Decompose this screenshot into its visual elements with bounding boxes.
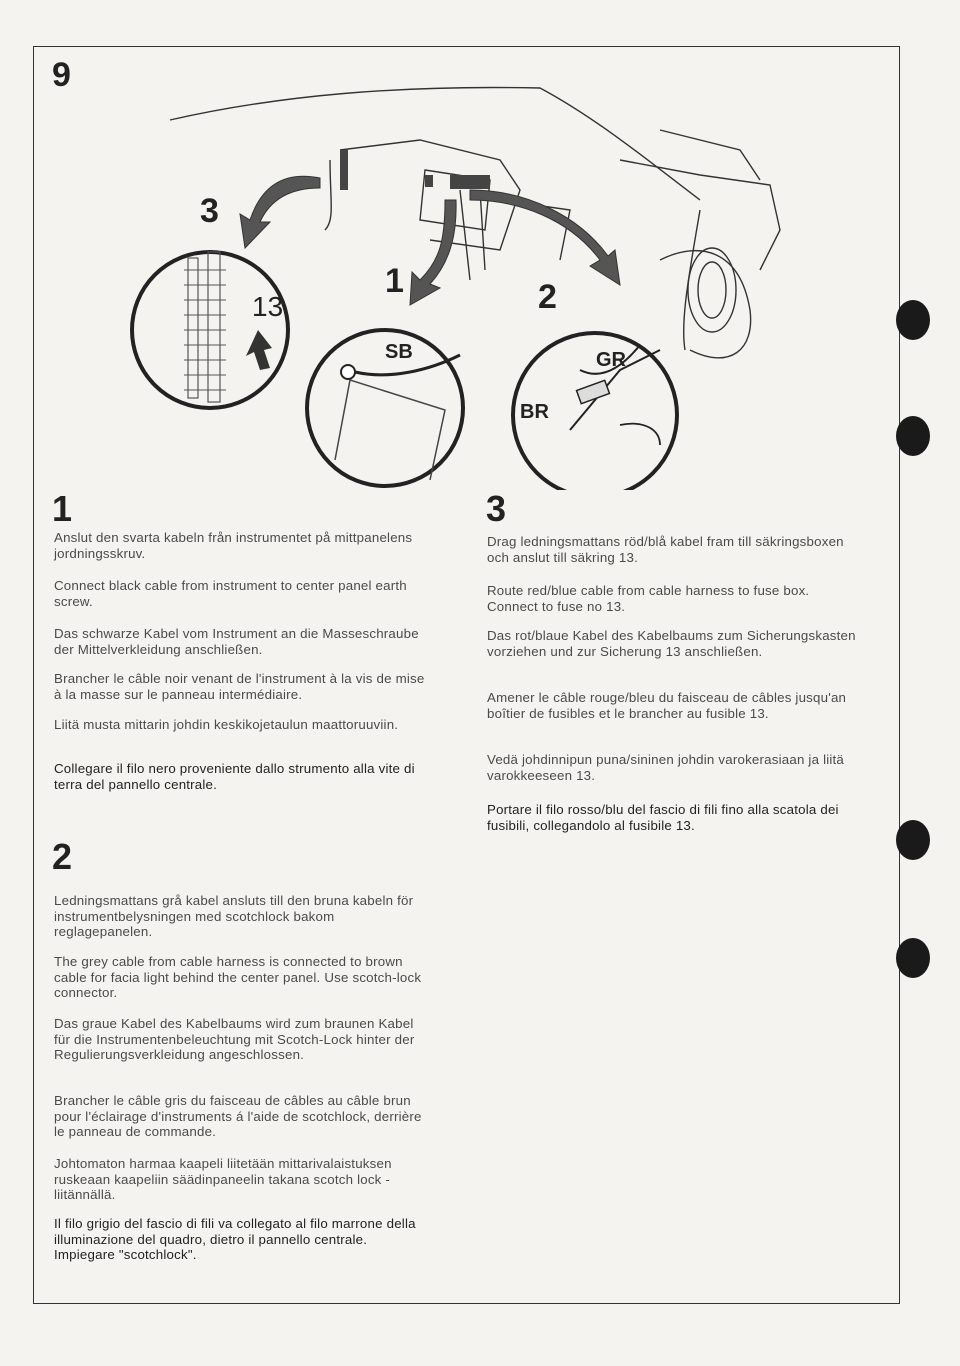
- section-1-text-fi: Liitä musta mittarin johdin keskikojetaulun maattoruuviin.: [54, 717, 399, 732]
- callout-1: 1: [385, 262, 404, 300]
- section-1-number: 1: [52, 488, 73, 529]
- binder-hole: [896, 300, 930, 340]
- section-2-text-fr: Brancher le câble gris du faisceau de câbles au câble brun pour l'éclairage d'instruments á l'aide de scotchlock, derrière le panneau de commande.: [54, 1093, 422, 1139]
- section-2-number: 2: [52, 836, 73, 877]
- section-1-text-sv: Anslut den svarta kabeln från instrumentet på mittpanelens jordningsskruv.: [54, 530, 413, 561]
- arrow-3: [240, 176, 320, 248]
- section-3-text-it: Portare il filo rosso/blu del fascio di fili fino alla scatola dei fusibili, collegandolo al fusibile 13.: [487, 802, 839, 833]
- callout-br: BR: [520, 401, 549, 423]
- section-1-text-de: Das schwarze Kabel vom Instrument an die Masseschraube der Mittelverkleidung anschließen.: [54, 626, 419, 657]
- arrow-1: [410, 200, 456, 305]
- section-3-text-sv: Drag ledningsmattans röd/blå kabel fram till säkringsboxen och anslut till säkring 13.: [487, 534, 844, 565]
- section-2-text-de: Das graue Kabel des Kabelbaums wird zum braunen Kabel für die Instrumentenbeleuchtung mit Scotch-Lock hinter der Regulierungsverkleidung angeschlossen.: [54, 1016, 415, 1062]
- section-3-number: 3: [486, 488, 507, 529]
- callout-13: 13: [252, 291, 284, 322]
- section-1-text-en: Connect black cable from instrument to center panel earth screw.: [54, 578, 407, 609]
- page-number: 9: [52, 56, 71, 94]
- arrow-2: [470, 190, 620, 285]
- callout-gr: GR: [596, 349, 626, 371]
- section-3-text-de: Das rot/blaue Kabel des Kabelbaums zum Sicherungskasten vorziehen und zur Sicherung 13 anschließen.: [487, 628, 856, 659]
- section-1-text-fr: Brancher le câble noir venant de l'instrument à la vis de mise à la masse sur le panneau intermédiaire.: [54, 671, 425, 702]
- section-3-text-fr: Amener le câble rouge/bleu du faisceau de câbles jusqu'an boîtier de fusibles et le brancher au fusible 13.: [487, 690, 847, 721]
- callout-2: 2: [538, 278, 557, 316]
- section-2-text-en: The grey cable from cable harness is connected to brown cable for facia light behind the center panel. Use scotch-lock connector.: [54, 954, 422, 1000]
- callout-3: 3: [200, 192, 219, 230]
- section-2-text-sv: Ledningsmattans grå kabel ansluts till den bruna kabeln för instrumentbelysningen med scotchlock bakom reglagepanelen.: [54, 893, 414, 939]
- section-3-text-fi: Vedä johdinnipun puna/sininen johdin varokerasiaan ja liitä varokkeeseen 13.: [487, 752, 845, 783]
- wiring-illustration: [100, 80, 900, 490]
- callout-sb: SB: [385, 341, 413, 363]
- binder-hole: [896, 820, 930, 860]
- section-3-text-en: Route red/blue cable from cable harness to fuse box. Connect to fuse no 13.: [487, 583, 810, 614]
- section-1-text-it: Collegare il filo nero proveniente dallo strumento alla vite di terra del pannello centrale.: [54, 761, 415, 792]
- binder-hole: [896, 938, 930, 978]
- section-2-text-fi: Johtomaton harmaa kaapeli liitetään mittarivalaistuksen ruskeaan kaapeliin säädinpaneelin takana scotch lock -liitännällä.: [54, 1156, 392, 1202]
- binder-hole: [896, 416, 930, 456]
- section-2-text-it: Il filo grigio del fascio di fili va collegato al filo marrone della illuminazione del quadro, dietro il pannello centrale. Impiegare "scotchlock".: [54, 1216, 416, 1262]
